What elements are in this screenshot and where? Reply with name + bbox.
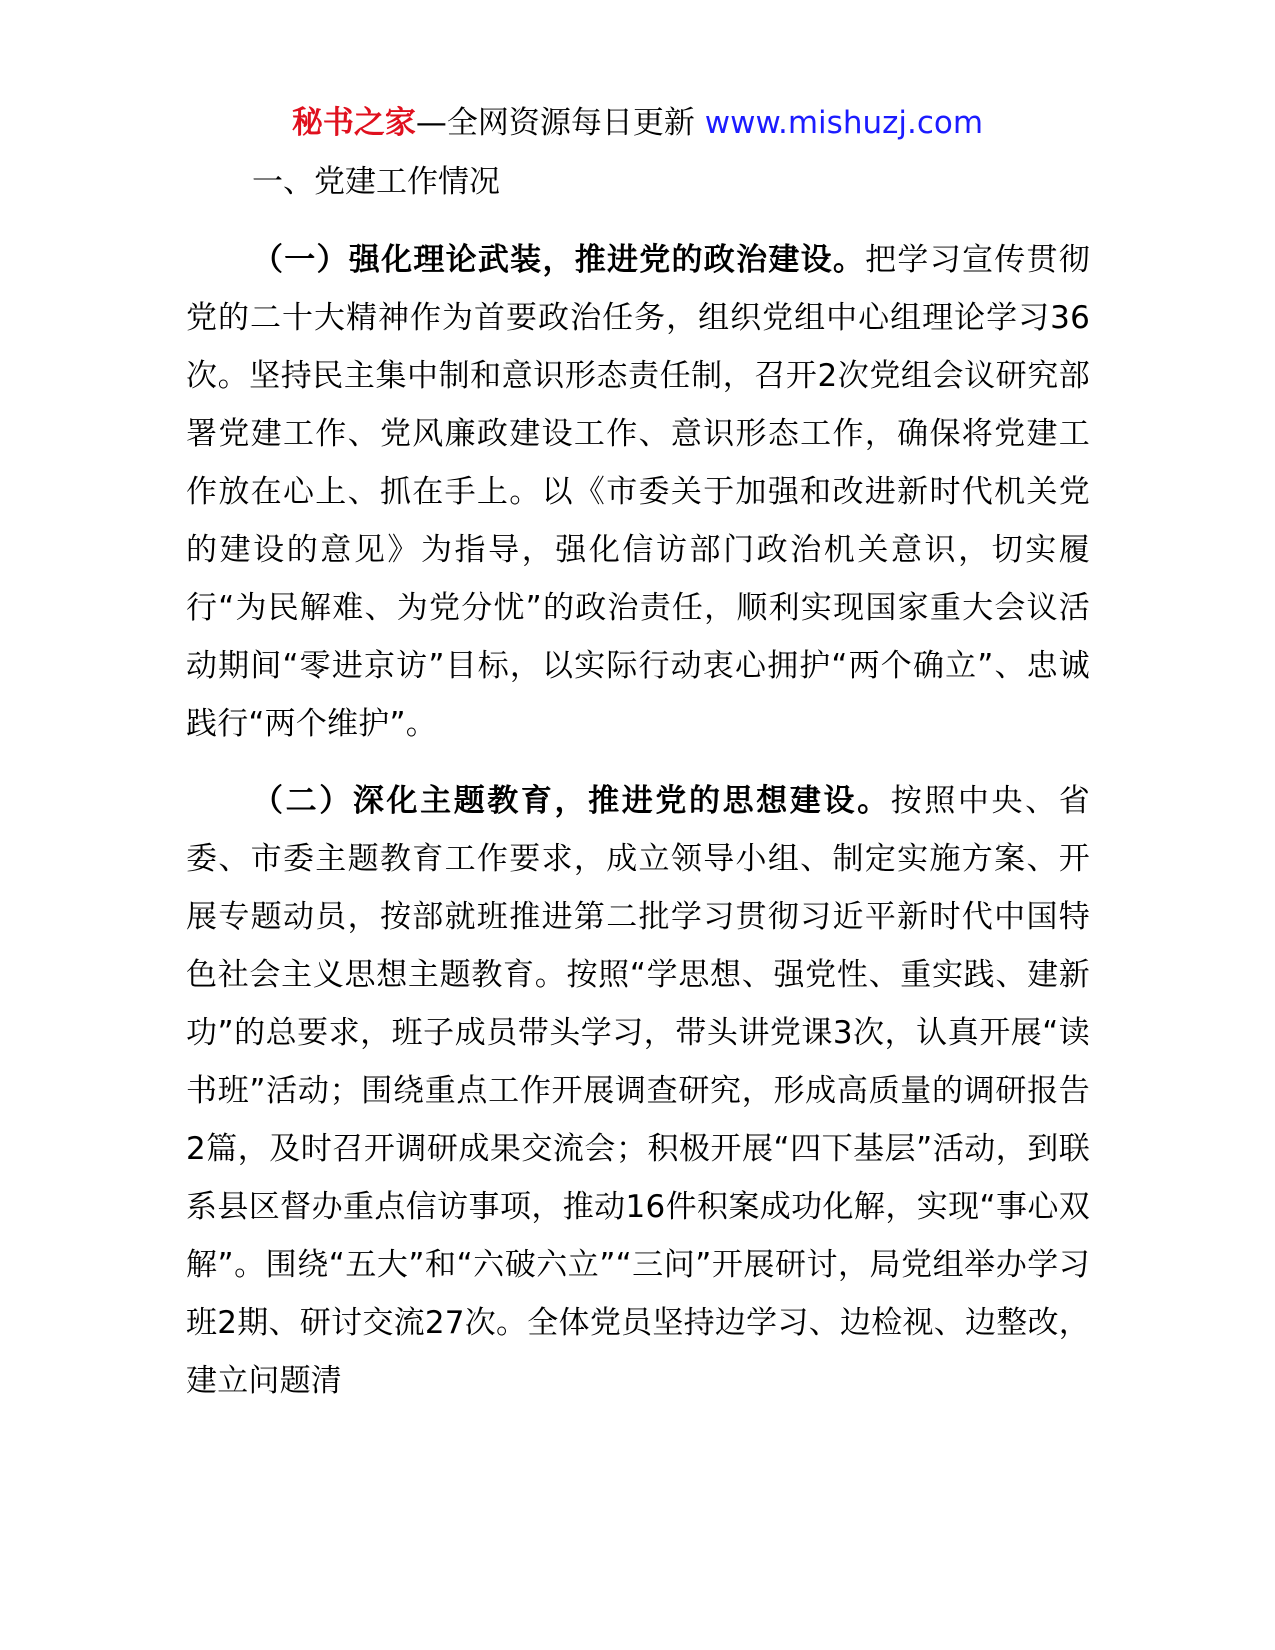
section-heading: 一、党建工作情况 — [252, 164, 500, 200]
page-header — [0, 103, 1275, 143]
paragraph-2-lead: （二）深化主题教育，推进党的思想建设。 — [252, 783, 891, 819]
header-tagline: —全网资源每日更新 — [415, 105, 705, 141]
paragraph-1 — [186, 231, 1090, 753]
paragraph-2 — [186, 772, 1090, 1410]
brand-name: 秘书之家 — [291, 105, 416, 141]
paragraph-1-lead: （一）强化理论武装，推进党的政治建设。 — [252, 242, 866, 278]
website-link[interactable]: www.mishuzj.com — [704, 105, 984, 141]
paragraph-2-body: 按照中央、省委、市委主题教育工作要求，成立领导小组、制定实施方案、开展专题动员，按部就班推进第二批学习贯彻习近平新时代中国特色社会主义思想主题教育。按照“学思想、强党性、重实践、建新功”的总要求，班子成员带头学习，带头讲党课3次，认真开展“读书班”活动；围绕重点工作开展调查研究，形成高质量的调研报告2篇，及时召开调研成果交流会；积极开展“四下基层”活动，到联系县区督办重点信访事项，推动16件积案成功化解，实现“事心双解”。围绕“五大”和“六破六立”“三问”开展研讨，局党组举办学习班2期、研讨交流27次。全体党员坚持边学习、边检视、边整改，建立问题清 — [186, 783, 1090, 1399]
paragraph-1-body: 把学习宣传贯彻党的二十大精神作为首要政治任务，组织党组中心组理论学习36次。坚持民主集中制和意识形态责任制，召开2次党组会议研究部署党建工作、党风廉政建设工作、意识形态工作，确保将党建工作放在心上、抓在手上。以《市委关于加强和改进新时代机关党的建设的意见》为指导，强化信访部门政治机关意识，切实履行“为民解难、为党分忧”的政治责任，顺利实现国家重大会议活动期间“零进京访”目标，以实际行动衷心拥护“两个确立”、忠诚践行“两个维护”。 — [186, 242, 1090, 742]
